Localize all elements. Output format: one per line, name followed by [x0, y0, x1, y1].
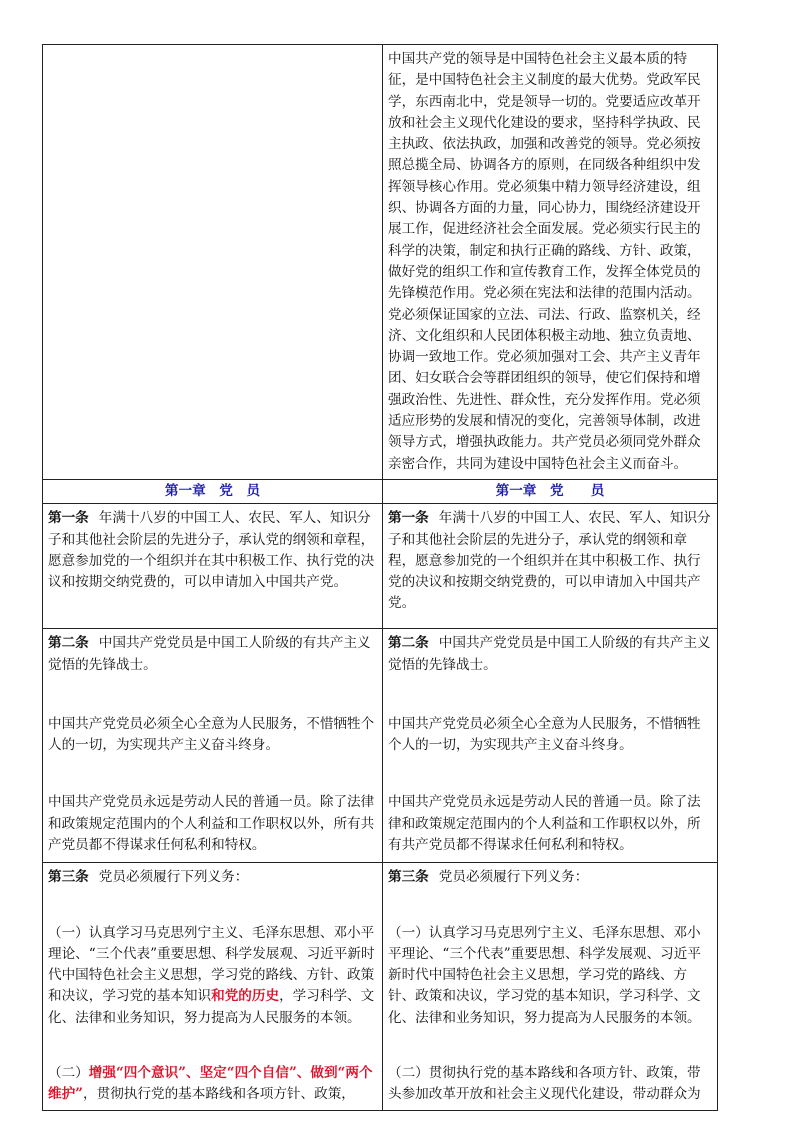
article-label: 第二条	[388, 635, 429, 652]
table-row	[43, 479, 718, 503]
article-paragraph: 中国共产党党员必须全心全意为人民服务，不惜牺牲个人的一切，为实现共产主义奋斗终身。	[48, 715, 375, 754]
article-label: 第一条	[388, 510, 429, 527]
added-text: 增强“四个意识”、坚定“四个自信”、做到“两个维护”	[48, 1065, 373, 1103]
article-1-left	[43, 504, 383, 629]
article-text: 年满十八岁的中国工人、农民、军人、知识分子和其他社会阶层的先进分子，承认党的纲领和章程，愿意参加党的一个组织并在其中积极工作、执行党的决议和按期交纳党费的，可以申请加入中国共产党。	[48, 510, 375, 591]
article-2-left	[43, 629, 383, 863]
article-item: （二）贯彻执行党的基本路线和各项方针、政策，带头参加改革开放和社会主义现代化建设，带动群众为	[388, 1065, 701, 1103]
chapter-heading-left: 第一章 党 员	[43, 479, 383, 503]
article-text: 年满十八岁的中国工人、农民、军人、知识分子和其他社会阶层的先进分子，承认党的纲领和章程，愿意参加党的一个组织并在其中积极工作、执行党的决议和按期交纳党费的，可以申请加入中国共产党。	[388, 510, 711, 612]
article-3-right	[383, 863, 718, 1110]
article-label: 第三条	[388, 869, 429, 886]
table-row	[43, 504, 718, 629]
table-row	[43, 629, 718, 863]
article-text: 中国共产党党员是中国工人阶级的有共产主义觉悟的先锋战士。	[48, 635, 371, 673]
article-label: 第三条	[48, 869, 89, 886]
article-paragraph: 中国共产党党员永远是劳动人民的普通一员。除了法律和政策规定范围内的个人利益和工作职权以外，所有共产党员都不得谋求任何私利和特权。	[388, 794, 701, 854]
article-item: （一）认真学习马克思列宁主义、毛泽东思想、邓小平理论、“三个代表”重要思想、科学发展观、习近平新时代中国特色社会主义思想，学习党的路线、方针、政策和决议，学习党的基本知识，学习科学、文化、法律和业务知识，努力提高为人民服务的本领。	[388, 924, 701, 1026]
article-item: （一）认真学习马克思列宁主义、毛泽东思想、邓小平理论、“三个代表”重要思想、科学发展观、习近平新时代中国特色社会主义思想，学习党的路线、方针、政策和决议，学习党的基本知识和党的历史，学习科学、文化、法律和业务知识，努力提高为人民服务的本领。	[48, 924, 375, 1026]
table-row	[43, 45, 718, 480]
table-row	[43, 863, 718, 1110]
article-1-right	[383, 504, 718, 629]
article-label: 第一条	[48, 510, 89, 527]
article-label: 第二条	[48, 635, 89, 652]
article-2-right	[383, 629, 718, 863]
added-text: 和党的历史	[211, 988, 280, 1005]
article-text: 党员必须履行下列义务：	[438, 869, 589, 886]
article-text: 中国共产党党员是中国工人阶级的有共产主义觉悟的先锋战士。	[388, 635, 711, 673]
article-item: （二）增强“四个意识”、坚定“四个自信”、做到“两个维护”，贯彻执行党的基本路线和各项方针、政策，	[48, 1065, 373, 1103]
article-3-left	[43, 863, 383, 1110]
article-paragraph: 中国共产党党员永远是劳动人民的普通一员。除了法律和政策规定范围内的个人利益和工作职权以外，所有共产党员都不得谋求任何私利和特权。	[48, 794, 375, 854]
intro-right-cell: 中国共产党的领导是中国特色社会主义最本质的特征，是中国特色社会主义制度的最大优势。党政军民学，东西南北中，党是领导一切的。党要适应改革开放和社会主义现代化建设的要求，坚持科学执政、民主执政、依法执政，加强和改善党的领导。党必须按照总揽全局、协调各方的原则，在同级各种组织中发挥领导核心作用。党必须集中精力领导经济建设，组织、协调各方面的力量，同心协力，围绕经济建设开展工作，促进经济社会全面发展。党必须实行民主的科学的决策，制定和执行正确的路线、方针、政策，做好党的组织工作和宣传教育工作，发挥全体党员的先锋模范作用。党必须在宪法和法律的范围内活动。党必须保证国家的立法、司法、行政、监察机关，经济、文化组织和人民团体积极主动地、独立负责地、协调一致地工作。党必须加强对工会、共产主义青年团、妇女联合会等群团组织的领导，使它们保持和增强政治性、先进性、群众性，充分发挥作用。党必须适应形势的发展和情况的变化，完善领导体制，改进领导方式，增强执政能力。共产党员必须同党外群众亲密合作，共同为建设中国特色社会主义而奋斗。	[383, 45, 718, 480]
article-paragraph: 中国共产党党员必须全心全意为人民服务，不惜牺牲个人的一切，为实现共产主义奋斗终身。	[388, 715, 701, 754]
article-text: 党员必须履行下列义务：	[98, 869, 249, 886]
chapter-heading-right: 第一章 党 员	[383, 479, 718, 503]
comparison-table	[42, 44, 718, 1111]
intro-left-cell	[43, 45, 383, 480]
